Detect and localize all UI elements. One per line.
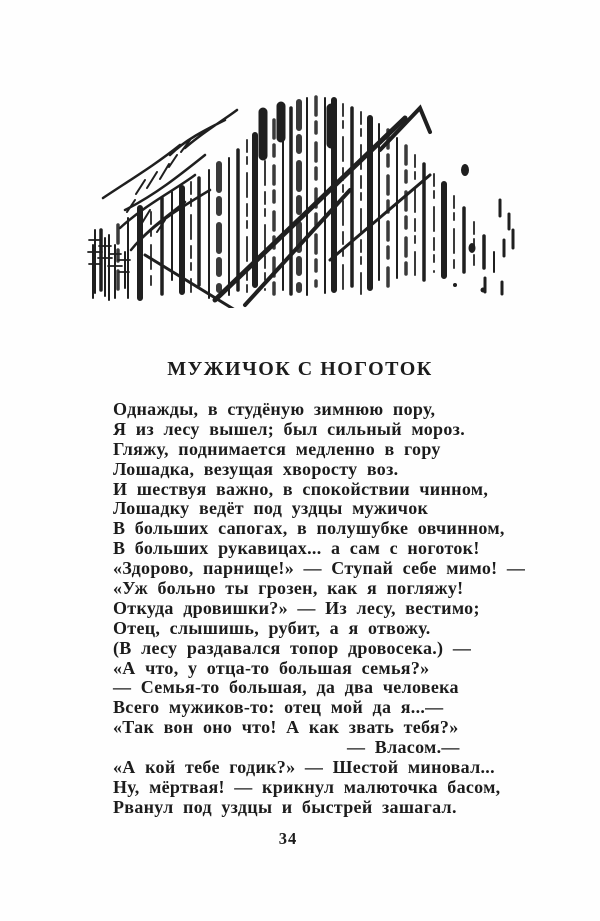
winter-forest-illustration bbox=[85, 80, 515, 308]
poem-line: Рванул под уздцы и быстрей зашагал. bbox=[113, 796, 457, 817]
poem-line: «А что, у отца-то большая семья?» bbox=[113, 657, 430, 678]
poem-title: МУЖИЧОК С НОГОТОК bbox=[167, 358, 433, 380]
poem-line: Я из лесу вышел; был сильный мороз. bbox=[113, 418, 465, 439]
poem-line: «Так вон оно что! А как звать тебя?» bbox=[113, 717, 459, 738]
poem-line: «А кой тебе годик?» — Шестой миновал... bbox=[113, 757, 495, 778]
poem-line: Однажды, в студёную зимнюю пору, bbox=[113, 399, 436, 419]
poem-line: «Здорово, парнище!» — Ступай себе мимо! — bbox=[113, 558, 526, 579]
poem-line: В больших рукавицах... а сам с ноготок! bbox=[113, 538, 480, 559]
poem-line: Лошадка, везущая хворосту воз. bbox=[113, 458, 399, 479]
poem-line-vlasom: — Власом.— bbox=[347, 737, 460, 758]
poem-line: (В лесу раздавался топор дровосека.) — bbox=[113, 637, 472, 658]
poem-line: Всего мужиков-то: отец мой да я...— bbox=[113, 697, 444, 718]
poem-line: В больших сапогах, в полушубке овчинном, bbox=[113, 518, 505, 539]
poem-line: «Уж больно ты грозен, как я погляжу! bbox=[113, 578, 464, 599]
page-number: 34 bbox=[278, 829, 298, 848]
poem-line: Откуда дровишки?» — Из лесу, вестимо; bbox=[113, 597, 480, 618]
poem-line: — Семья-то большая, да два человека bbox=[113, 677, 459, 698]
poem-line: Ну, мёртвая! — крикнул малюточка басом, bbox=[113, 776, 501, 797]
poem-line: Лошадку ведёт под уздцы мужичок bbox=[113, 498, 429, 519]
poem-line: Отец, слышишь, рубит, а я отвожу. bbox=[113, 617, 431, 638]
poem-line: И шествуя важно, в спокойствии чинном, bbox=[113, 478, 489, 499]
poem-text bbox=[113, 400, 525, 818]
poem-line: Гляжу, поднимается медленно в гору bbox=[113, 438, 441, 459]
